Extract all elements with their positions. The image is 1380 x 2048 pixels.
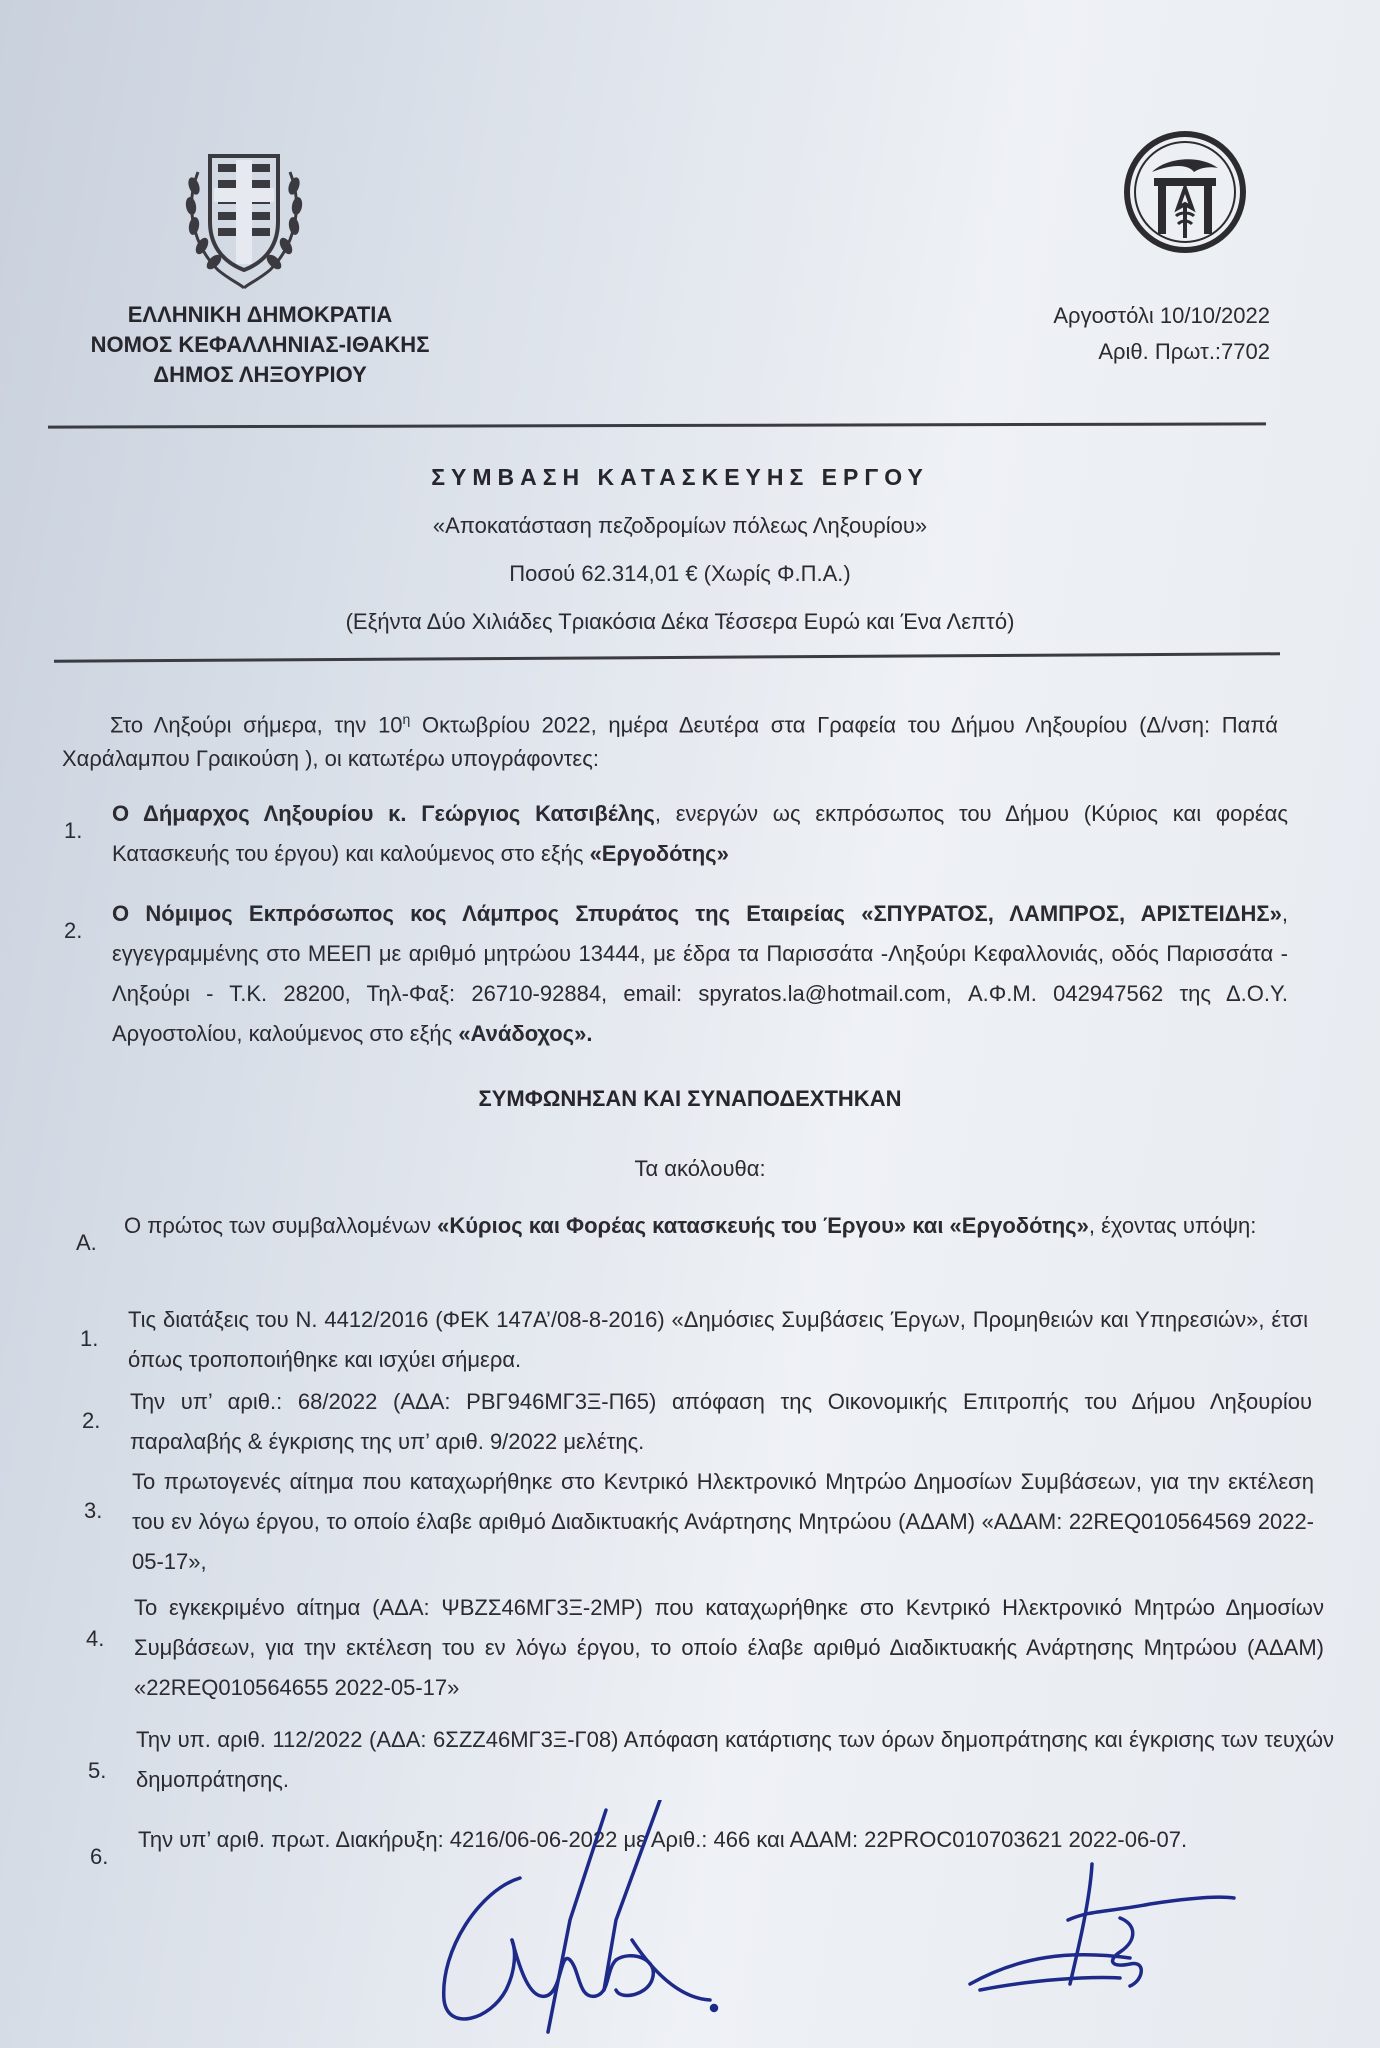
section-letter: Α. — [76, 1230, 97, 1255]
protocol-number: Αριθ. Πρωτ.:7702 — [1098, 339, 1270, 364]
section-a-paragraph — [124, 1206, 1304, 1246]
agreed-heading: ΣΥΜΦΩΝΗΣΑΝ ΚΑΙ ΣΥΝΑΠΟΔΕΧΤΗΚΑΝ — [478, 1086, 902, 1111]
party-text: , εγγεγραμμένης στο ΜΕΕΠ με αριθμό μητρώου 13444, με έδρα τα Παρισσάτα -Ληξούρι Κεφαλλονιάς, οδός Παρισσάτα - Ληξούρι - Τ.Κ. 28200, Τηλ-Φαξ: 26710-92884, email: spyratos.la@hotmail.com, Α.Φ.Μ. 042947562 της Δ.Ο.Υ. Αργοστολίου, καλούμενος στο εξής — [112, 901, 1288, 1046]
contract-title: ΣΥΜΒΑΣΗ ΚΑΤΑΣΚΕΥΗΣ ΕΡΓΟΥ — [431, 464, 929, 490]
consideration-number: 3. — [84, 1498, 103, 1523]
party-item — [112, 794, 1288, 874]
contract-amount: Ποσού 62.314,01 € (Χωρίς Φ.Π.Α.) — [509, 561, 851, 586]
party-item — [112, 894, 1288, 1054]
party-number: 2. — [64, 918, 83, 943]
section-a-text-b: , έχοντας υπόψη: — [1088, 1213, 1257, 1238]
divider-bottom — [54, 652, 1280, 662]
municipality-lixouri-logo-icon — [1118, 128, 1252, 256]
party-number: 1. — [64, 818, 83, 843]
intro-paragraph — [62, 702, 1278, 776]
party-role: «Ανάδοχος». — [458, 1021, 593, 1046]
party-text: , ενεργών ως εκπρόσωπος του Δήμου (Κύριος και φορέας Κατασκευής του έργου) και καλούμενος στο εξής — [112, 801, 1288, 866]
authority-line-republic: ΕΛΛΗΝΙΚΗ ΔΗΜΟΚΡΑΤΙΑ — [127, 302, 393, 327]
place-date: Αργοστόλι 10/10/2022 — [1053, 303, 1270, 328]
issuing-authority — [60, 300, 460, 390]
following-label: Τα ακόλουθα: — [634, 1156, 766, 1181]
authority-line-municipality: ΔΗΜΟΣ ΛΗΞΟΥΡΙΟΥ — [153, 362, 367, 387]
section-a-text-a: Ο πρώτος των συμβαλλομένων — [124, 1213, 438, 1238]
party-role: «Εργοδότης» — [589, 841, 729, 866]
consideration-item: Το πρωτογενές αίτημα που καταχωρήθηκε στο Κεντρικό Ηλεκτρονικό Μητρώο Δημοσίων Συμβάσεων, για την εκτέλεση του εν λόγω έργου, το οποίο έλαβε αριθμό Διαδικτυακής Ανάρτησης Μητρώου (ΑΔΑΜ) «ΑΔΑΜ: 22REQ010564569 2022-05-17», — [132, 1469, 1314, 1574]
consideration-item: Την υπ’ αριθ.: 68/2022 (ΑΔΑ: ΡΒΓ946ΜΓ3Ξ-Π65) απόφαση της Οικονομικής Επιτροπής του Δήμου Ληξουρίου παραλαβής & έγκρισης της υπ’ αριθ. 9/2022 μελέτης. — [130, 1389, 1312, 1454]
document-meta — [960, 298, 1270, 370]
consideration-number: 5. — [88, 1758, 107, 1783]
party-name: Ο Δήμαρχος Ληξουρίου κ. Γεώργιος Κατσιβέλης — [112, 801, 655, 826]
intro-superscript: η — [402, 711, 411, 727]
consideration-item: Το εγκεκριμένο αίτημα (ΑΔΑ: ΨΒΖΣ46ΜΓ3Ξ-2ΜΡ) που καταχωρήθηκε στο Κεντρικό Ηλεκτρονικό Μητρώο Δημοσίων Συμβάσεων, για την εκτέλεση του εν λόγω έργου, το οποίο έλαβε αριθμό Διαδικτυακής Ανάρτησης Μητρώου (ΑΔΑΜ) «22REQ010564655 2022-05-17» — [134, 1595, 1324, 1700]
intro-text-b: Οκτωβρίου 2022, ημέρα Δευτέρα στα Γραφεία του Δήμου Ληξουρίου (Δ/νση: Παπά Χαράλαμπου Γραικούση ), οι κατωτέρω υπογράφοντες: — [62, 712, 1278, 772]
divider-top — [48, 422, 1266, 428]
party-name: Ο Νόμιμος Εκπρόσωπος κος Λάμπρος Σπυράτος της Εταιρείας «ΣΠΥΡΑΤΟΣ, ΛΑΜΠΡΟΣ, ΑΡΙΣΤΕΙΔΗΣ» — [112, 901, 1282, 926]
consideration-number: 1. — [80, 1326, 99, 1351]
contract-amount-words: (Εξήντα Δύο Χιλιάδες Τριακόσια Δέκα Τέσσερα Ευρώ και Ένα Λεπτό) — [345, 609, 1015, 634]
consideration-item: Την υπ’ αριθ. πρωτ. Διακήρυξη: 4216/06-06-2022 με Αριθ.: 466 και ΑΔΑΜ: 22PROC010703621 2022-06-07. — [138, 1827, 1188, 1852]
project-title: «Αποκατάσταση πεζοδρομίων πόλεως Ληξουρίου» — [432, 513, 928, 538]
consideration-item: Την υπ. αριθ. 112/2022 (ΑΔΑ: 6ΣΖΖ46ΜΓ3Ξ-Γ08) Απόφαση κατάρτισης των όρων δημοπράτησης και έγκρισης των τευχών δημοπράτησης. — [136, 1727, 1334, 1792]
consideration-number: 4. — [86, 1626, 105, 1651]
section-a-bold: «Κύριος και Φορέας κατασκευής του Έργου» και «Εργοδότης» — [437, 1213, 1089, 1238]
authority-line-prefecture: ΝΟΜΟΣ ΚΕΦΑΛΛΗΝΙΑΣ-ΙΘΑΚΗΣ — [90, 332, 430, 357]
greek-coat-of-arms-icon — [178, 142, 310, 292]
consideration-number: 2. — [82, 1408, 101, 1433]
signature-contractor — [960, 1860, 1240, 2010]
title-block — [80, 462, 1280, 636]
signature-mayor — [420, 1800, 740, 2040]
consideration-number: 6. — [90, 1844, 109, 1869]
consideration-item: Τις διατάξεις του Ν. 4412/2016 (ΦΕΚ 147Α’/08-8-2016) «Δημόσιες Συμβάσεις Έργων, Προμηθειών και Υπηρεσιών», έτσι όπως τροποποιήθηκε και ισχύει σήμερα. — [128, 1307, 1308, 1372]
intro-text-a: Στο Ληξούρι σήμερα, την 10 — [110, 712, 403, 738]
